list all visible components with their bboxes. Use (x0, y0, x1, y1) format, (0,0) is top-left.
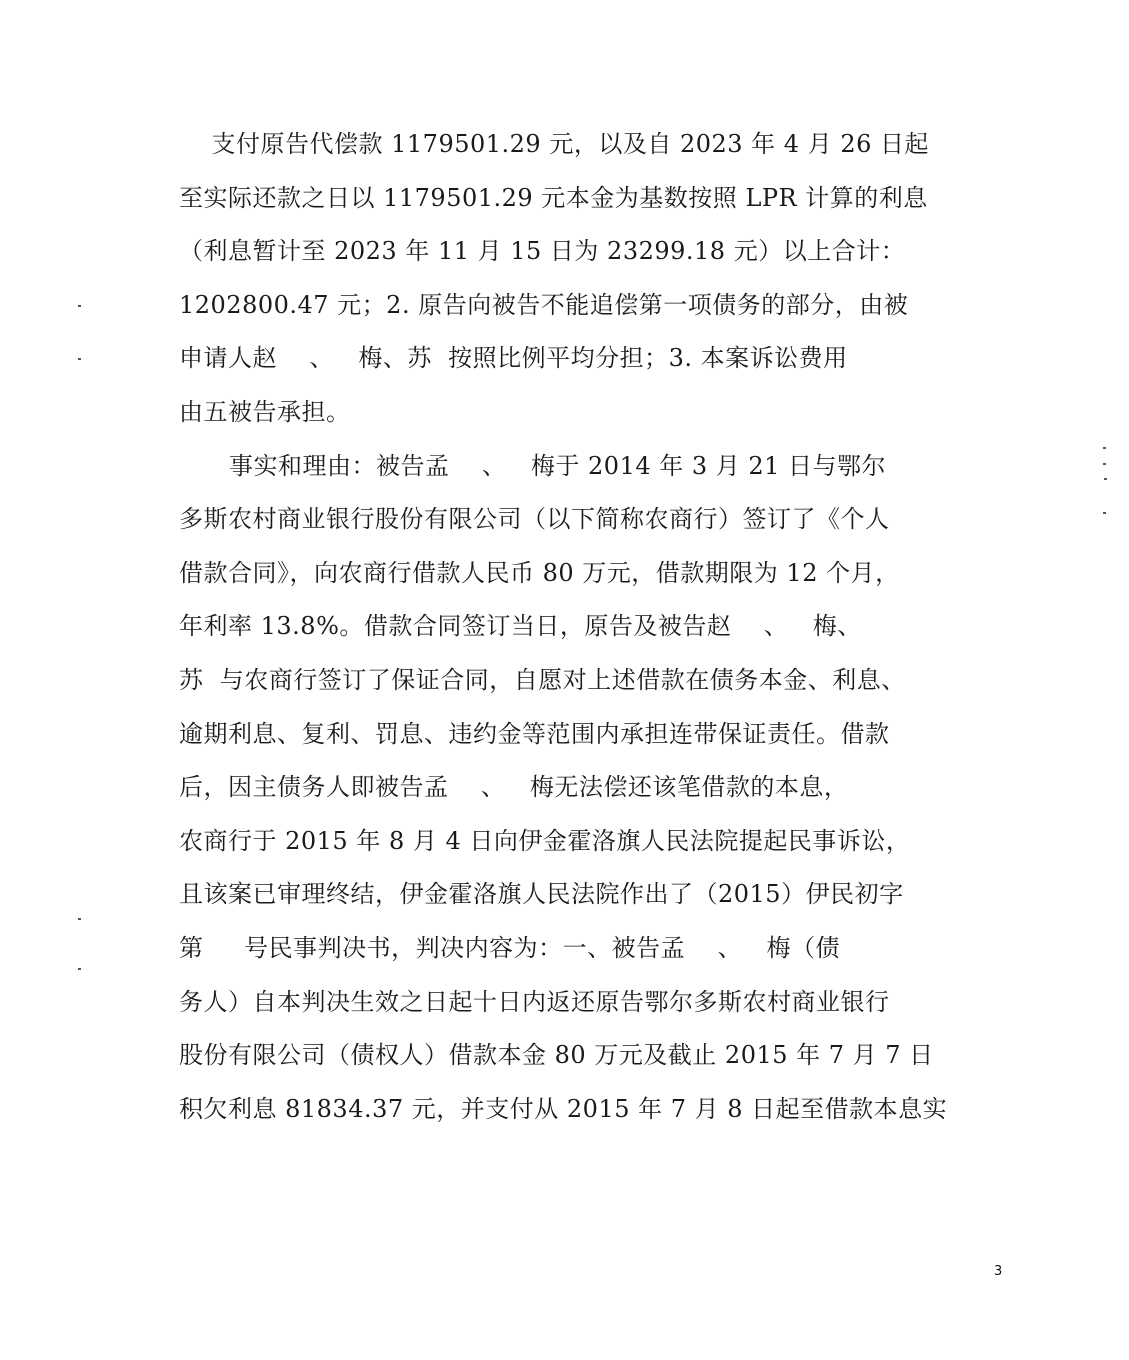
text-line-paragraph-start: 事实和理由：被告孟 、 梅于 2014 年 3 月 21 日与鄂尔 (229, 451, 887, 480)
text-line: 至实际还款之日以 1179501.29 元本金为基数按照 LPR 计算的利息 (179, 183, 928, 212)
page-number: 3 (994, 1264, 1003, 1279)
text-line: 年利率 13.8%。借款合同签订当日，原告及被告赵 、 梅、 (179, 612, 862, 641)
text-line: （利息暂计至 2023 年 11 月 15 日为 23299.18 元）以上合计： (179, 237, 906, 266)
scan-mark (1103, 512, 1106, 514)
text-line: 支付原告代偿款 1179501.29 元，以及自 2023 年 4 月 26 日起 (179, 130, 929, 158)
text-line: 第 号民事判决书，判决内容为：一、被告孟 、 梅（债 (179, 933, 841, 962)
text-line: 务人）自本判决生效之日起十日内返还原告鄂尔多斯农村商业银行 (179, 987, 890, 1016)
scan-mark (1103, 447, 1106, 449)
scan-mark (78, 358, 81, 360)
text-line: 农商行于 2015 年 8 月 4 日向伊金霍洛旗人民法院提起民事诉讼， (179, 826, 911, 855)
scan-mark (78, 968, 81, 970)
text-line: 且该案已审理终结，伊金霍洛旗人民法院作出了（2015）伊民初字 (179, 880, 904, 909)
text-line: 积欠利息 81834.37 元，并支付从 2015 年 7 月 8 日起至借款本息实 (179, 1094, 948, 1123)
scan-mark (1104, 478, 1107, 480)
scan-mark (78, 918, 81, 920)
text-line: 股份有限公司（债权人）借款本金 80 万元及截止 2015 年 7 月 7 日 (179, 1041, 934, 1070)
text-line: 苏 与农商行签订了保证合同，自愿对上述借款在债务本金、利息、 (179, 665, 906, 694)
text-line: 逾期利息、复利、罚息、违约金等范围内承担连带保证责任。借款 (179, 719, 890, 748)
text-line: 申请人赵 、 梅、苏 按照比例平均分担；3. 本案诉讼费用 (179, 344, 848, 373)
scan-mark (78, 305, 81, 307)
text-line: 由五被告承担。 (179, 397, 351, 426)
text-line: 借款合同》，向农商行借款人民币 80 万元，借款期限为 12 个月， (179, 558, 900, 587)
scan-mark (1103, 463, 1106, 465)
text-line: 多斯农村商业银行股份有限公司（以下简称农商行）签订了《个人 (179, 505, 890, 534)
body-text (179, 118, 1009, 1136)
text-line: 后，因主债务人即被告孟 、 梅无法偿还该笔借款的本息， (179, 773, 849, 802)
text-line: 1202800.47 元；2. 原告向被告不能追偿第一项债务的部分，由被 (179, 290, 909, 319)
